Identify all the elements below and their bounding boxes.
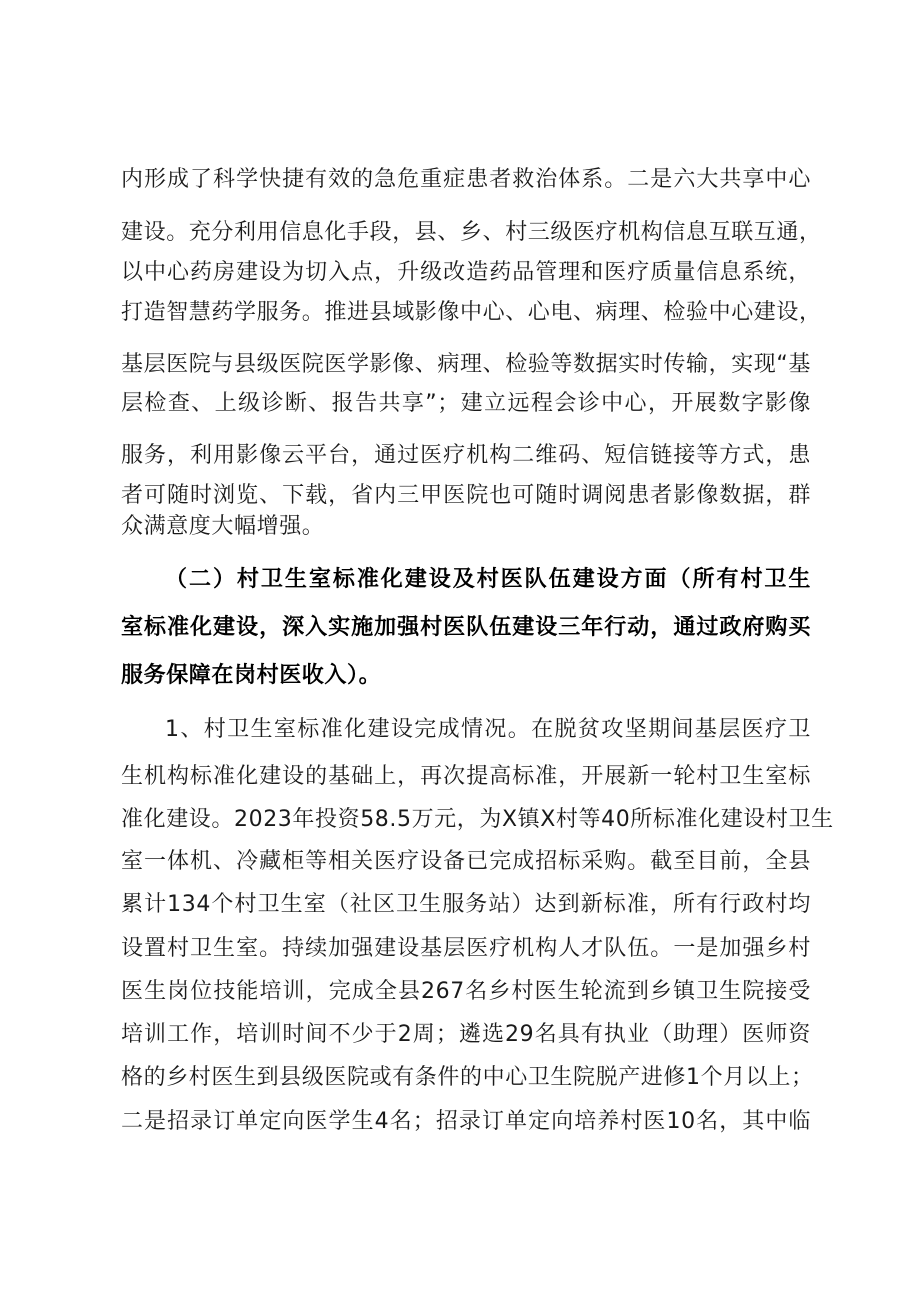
paragraph-1-line-4: 打造智慧药学服务。推进县域影像中心、心电、病理、检验中心建设，	[121, 300, 822, 325]
paragraph-2-line-4: 室一体机、冷藏柜等相关医疗设备已完成招标采购。截至目前，全县	[121, 849, 811, 874]
paragraph-2-line-1: 1、村卫生室标准化建设完成情况。在脱贫攻坚期间基层医疗卫	[165, 717, 811, 742]
paragraph-2-line-8: 培训工作，培训时间不少于2周；遴选29名具有执业（助理）医师资	[121, 1022, 811, 1047]
section-heading-line-1: （二）村卫生室标准化建设及村医队伍建设方面（所有村卫生	[165, 567, 811, 592]
paragraph-2-line-7: 医生岗位技能培训，完成全县267名乡村医生轮流到乡镇卫生院接受	[121, 979, 811, 1004]
paragraph-1-line-2: 建设。充分利用信息化手段，县、乡、村三级医疗机构信息互联互通，	[121, 220, 822, 245]
paragraph-1-line-3: 以中心药房建设为切入点，升级改造药品管理和医疗质量信息系统，	[121, 260, 811, 285]
paragraph-1-line-5: 基层医院与县级医院医学影像、病理、检验等数据实时传输，实现“基	[121, 352, 811, 377]
paragraph-2-line-5: 累计134个村卫生室（社区卫生服务站）达到新标准，所有行政村均	[121, 892, 811, 917]
paragraph-1-line-6: 层检查、上级诊断、报告共享”；建立远程会诊中心，开展数字影像	[121, 391, 811, 416]
paragraph-2-line-10: 二是招录订单定向医学生4名；招录订单定向培养村医10名，其中临	[121, 1109, 811, 1134]
paragraph-1-line-7: 服务，利用影像云平台，通过医疗机构二维码、短信链接等方式，患	[121, 443, 811, 468]
paragraph-1-line-8: 者可随时浏览、下载，省内三甲医院也可随时调阅患者影像数据，群	[121, 483, 811, 508]
paragraph-2-line-9: 格的乡村医生到县级医院或有条件的中心卫生院脱产进修1个月以上；	[121, 1065, 814, 1090]
paragraph-2-line-3: 准化建设。2023年投资58.5万元，为X镇X村等40所标准化建设村卫生	[121, 807, 834, 832]
paragraph-1-line-1: 内形成了科学快捷有效的急危重症患者救治体系。二是六大共享中心	[121, 167, 811, 192]
paragraph-2-line-6: 设置村卫生室。持续加强建设基层医疗机构人才队伍。一是加强乡村	[121, 936, 811, 961]
section-heading-line-3: 服务保障在岗村医收入）。	[121, 663, 382, 688]
paragraph-2-line-2: 生机构标准化建设的基础上，再次提高标准，开展新一轮村卫生室标	[121, 764, 811, 789]
paragraph-1-line-9: 众满意度大幅增强。	[121, 514, 325, 539]
section-heading-line-2: 室标准化建设，深入实施加强村医队伍建设三年行动，通过政府购买	[121, 615, 811, 640]
